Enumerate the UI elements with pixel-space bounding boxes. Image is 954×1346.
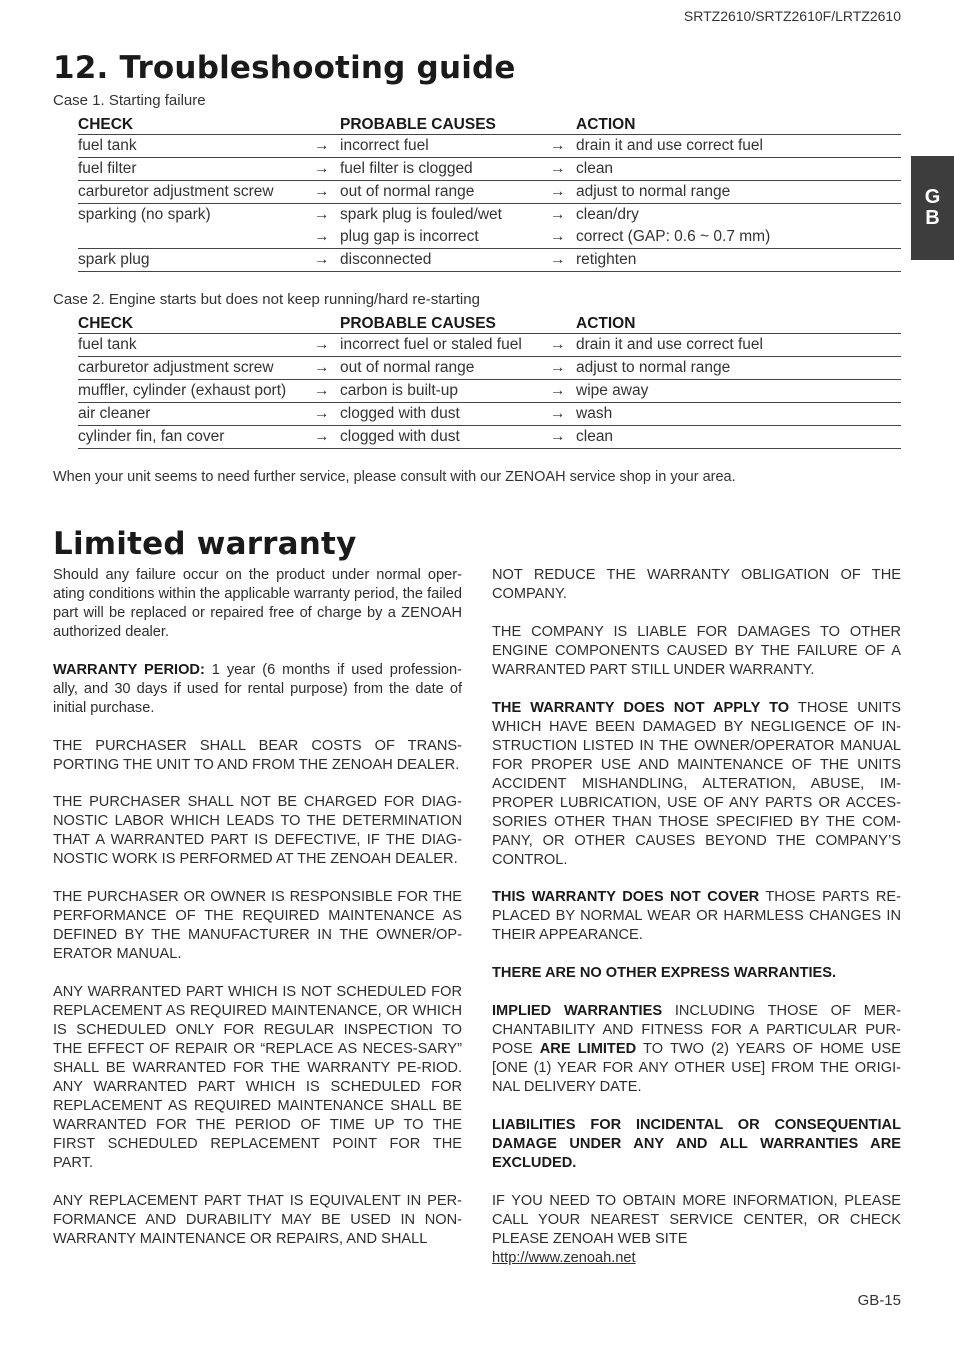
table-row <box>78 334 901 357</box>
check-cell: fuel tank <box>78 336 137 353</box>
check-cell <box>78 226 314 249</box>
warranty-paragraph <box>492 964 901 983</box>
header-action: ACTION <box>576 315 636 332</box>
action-cell: wash <box>576 405 613 422</box>
paragraph-text: IF YOU NEED TO OBTAIN MORE INFORMATION, PLEASE CALL YOUR NEAREST SERVICE CENTER, OR CHECK PLEASE ZENOAH WEB SITE <box>492 1192 901 1247</box>
arrow-icon: → <box>314 382 330 399</box>
table-row <box>78 249 901 272</box>
table-row-group <box>78 204 901 249</box>
warranty-paragraph <box>492 566 901 604</box>
arrow-icon: → <box>314 336 330 353</box>
action-cell: clean <box>576 160 614 177</box>
check-cell: carburetor adjustment screw <box>78 183 274 200</box>
check-cell: muffler, cylinder (exhaust port) <box>78 382 287 399</box>
paragraph-text: THE PURCHASER SHALL NOT BE CHARGED FOR DIAG-NOSTIC LABOR WHICH LEADS TO THE DETERMINATION THAT A WARRANTED PART IS DEFECTIVE, IF THE DIAG-NOSTIC WORK IS PERFORMED AT THE ZENOAH DEALER. <box>53 794 462 868</box>
warranty-paragraph <box>53 888 462 964</box>
header-spacer <box>550 114 576 135</box>
warranty-paragraph <box>492 1116 901 1173</box>
table-row <box>78 226 901 249</box>
table-row <box>78 158 901 181</box>
check-cell: cylinder fin, fan cover <box>78 428 225 445</box>
table-row-group <box>78 403 901 426</box>
action-cell: clean/dry <box>576 206 639 223</box>
model-code: SRTZ2610/SRTZ2610F/LRTZ2610 <box>683 8 901 24</box>
paragraph-text: THOSE PARTS RE-PLACED BY NORMAL WEAR OR HARMLESS CHANGES IN THEIR APPEARANCE. <box>492 889 901 944</box>
paragraph-text: ANY WARRANTED PART WHICH IS NOT SCHEDULED FOR REPLACEMENT AS REQUIRED MAINTENANCE, OR WHICH IS SCHEDULED ONLY FOR REGULAR INSPECTION TO THE EFFECT OF REPAIR OR “REPLACE AS NECES-SARY” SHALL BE WARRANTED FOR THE WARRANTY PE-RIOD. ANY WARRANTED PART WHICH IS SCHEDULED FOR REPLACEMENT AS REQUIRED MAINTENANCE SHALL BE WARRANTED FOR THE PERIOD OF TIME UP TO THE FIRST SCHEDULED REPLACEMENT POINT FOR THE PART. <box>53 983 462 1171</box>
table-row-group <box>78 135 901 158</box>
arrow-icon: → <box>550 428 566 445</box>
arrow-icon: → <box>550 137 566 154</box>
header-check: CHECK <box>78 315 134 332</box>
action-cell: adjust to normal range <box>576 359 731 376</box>
warranty-left-column <box>53 566 462 1268</box>
warranty-right-column <box>492 566 901 1286</box>
table-row-group <box>78 380 901 403</box>
bold-text: THE WARRANTY DOES NOT APPLY TO <box>492 699 790 716</box>
check-cell: fuel tank <box>78 137 137 154</box>
language-tab <box>911 156 954 260</box>
action-cell: clean <box>576 428 614 445</box>
table-row <box>78 403 901 426</box>
bold-text: LIABILITIES FOR INCIDENTAL OR CONSEQUENTIAL DAMAGE UNDER ANY AND ALL WARRANTIES ARE EXCLUDED. <box>492 1116 901 1171</box>
check-cell: carburetor adjustment screw <box>78 359 274 376</box>
header-action: ACTION <box>576 116 636 133</box>
arrow-icon: → <box>314 137 330 154</box>
action-cell: wipe away <box>576 382 649 399</box>
website-link[interactable]: http://www.zenoah.net <box>492 1249 636 1266</box>
warranty-paragraph <box>492 1002 901 1097</box>
warranty-paragraph <box>492 1192 901 1268</box>
table-row <box>78 357 901 380</box>
check-cell: air cleaner <box>78 405 151 422</box>
arrow-icon: → <box>550 251 566 268</box>
warranty-paragraph <box>492 623 901 680</box>
paragraph-text: INCLUDING THOSE OF MER-CHANTABILITY AND FITNESS FOR A PARTICULAR PUR-POSE <box>492 1002 901 1057</box>
bold-text: THERE ARE NO OTHER EXPRESS WARRANTIES. <box>492 965 837 982</box>
header-causes: PROBABLE CAUSES <box>340 116 496 133</box>
table-row-group <box>78 158 901 181</box>
paragraph-text: THOSE UNITS WHICH HAVE BEEN DAMAGED BY NEGLIGENCE OF IN-STRUCTION LISTED IN THE OWNER/OPERATOR MANUAL FOR PROPER USE AND MAINTENANCE OF THE UNITS ACCIDENT MISHANDLING, ALTERATION, ABUSE, IM-PROPER LUBRICATION, USE OF ANY PARTS OR ACCES-SORIES OTHER THAN THOSE SPECIFIED BY THE COM-PANY, OR OTHER CAUSES BEYOND THE COMPANY’S CONTROL. <box>492 699 901 868</box>
cause-cell: fuel filter is clogged <box>340 160 473 177</box>
language-tab-letter-2: B <box>925 207 940 229</box>
warranty-paragraph <box>53 983 462 1173</box>
paragraph-text: THE COMPANY IS LIABLE FOR DAMAGES TO OTHER ENGINE COMPONENTS CAUSED BY THE FAILURE OF A WARRANTED PART STILL UNDER WARRANTY. <box>492 623 901 678</box>
action-cell: correct (GAP: 0.6 ~ 0.7 mm) <box>576 228 771 245</box>
case2-table <box>78 313 901 449</box>
paragraph-text: 1 year (6 months if used profession-ally, and 30 days if used for rental purpose) from the date of initial purchase. <box>53 661 463 716</box>
table-row-group <box>78 426 901 449</box>
bold-text: ARE LIMITED <box>539 1040 637 1057</box>
language-tab-letter-1: G <box>924 186 941 208</box>
cause-cell: plug gap is incorrect <box>340 228 479 245</box>
arrow-icon: → <box>314 405 330 422</box>
table-header-row <box>78 114 901 135</box>
cause-cell: clogged with dust <box>340 405 460 422</box>
arrow-icon: → <box>314 359 330 376</box>
warranty-paragraph <box>53 566 462 642</box>
check-cell: spark plug <box>78 251 150 268</box>
table-row-group <box>78 181 901 204</box>
arrow-icon: → <box>550 160 566 177</box>
warranty-paragraph <box>492 888 901 945</box>
arrow-icon: → <box>550 405 566 422</box>
table-row <box>78 426 901 449</box>
cause-cell: clogged with dust <box>340 428 460 445</box>
arrow-icon: → <box>314 428 330 445</box>
cause-cell: incorrect fuel <box>340 137 429 154</box>
arrow-icon: → <box>314 160 330 177</box>
action-cell: drain it and use correct fuel <box>576 336 763 353</box>
table-header-row <box>78 313 901 334</box>
paragraph-text: TO TWO (2) YEARS OF HOME USE [ONE (1) YEAR FOR ANY OTHER USE] FROM THE ORIGI-NAL DELIVERY DATE. <box>492 1040 902 1095</box>
cause-cell: out of normal range <box>340 359 475 376</box>
arrow-icon: → <box>550 359 566 376</box>
table-row-group <box>78 334 901 357</box>
page-number: GB-15 <box>857 1292 901 1309</box>
warranty-paragraph <box>53 1192 462 1249</box>
troubleshooting-title: 12. Troubleshooting guide <box>53 50 516 86</box>
cause-cell: spark plug is fouled/wet <box>340 206 502 223</box>
service-note: When your unit seems to need further service, please consult with our ZENOAH service shop in your area. <box>53 469 736 485</box>
cause-cell: incorrect fuel or staled fuel <box>340 336 522 353</box>
case1-title: Case 1. Starting failure <box>53 92 206 109</box>
paragraph-text: ANY REPLACEMENT PART THAT IS EQUIVALENT IN PER-FORMANCE AND DURABILITY MAY BE USED IN NON-WARRANTY MAINTENANCE OR REPAIRS, AND SHALL <box>53 1192 462 1247</box>
header-causes: PROBABLE CAUSES <box>340 315 496 332</box>
check-cell: fuel filter <box>78 160 137 177</box>
header-spacer <box>314 114 340 135</box>
arrow-icon: → <box>314 206 330 223</box>
cause-cell: out of normal range <box>340 183 475 200</box>
table-row <box>78 204 901 227</box>
cause-cell: carbon is built-up <box>340 382 459 399</box>
case2-title: Case 2. Engine starts but does not keep running/hard re-starting <box>53 291 480 308</box>
header-check: CHECK <box>78 116 134 133</box>
warranty-paragraph <box>53 661 462 718</box>
warranty-title: Limited warranty <box>53 526 357 562</box>
header-spacer <box>550 313 576 334</box>
action-cell: adjust to normal range <box>576 183 731 200</box>
paragraph-text: THE PURCHASER SHALL BEAR COSTS OF TRANS-PORTING THE UNIT TO AND FROM THE ZENOAH DEALER. <box>53 737 462 773</box>
bold-text: THIS WARRANTY DOES NOT COVER <box>492 889 760 906</box>
arrow-icon: → <box>550 382 566 399</box>
action-cell: drain it and use correct fuel <box>576 137 763 154</box>
arrow-icon: → <box>314 183 330 200</box>
arrow-icon: → <box>550 183 566 200</box>
bold-text: WARRANTY PERIOD: <box>53 661 205 678</box>
arrow-icon: → <box>550 228 566 245</box>
warranty-paragraph <box>53 737 462 775</box>
table-row-group <box>78 249 901 272</box>
paragraph-text: Should any failure occur on the product under normal oper-ating conditions within the applicable warranty period, the failed part will be replaced or repaired free of charge by a ZENOAH authorized dealer. <box>53 567 462 640</box>
check-cell: sparking (no spark) <box>78 206 211 223</box>
bold-text: IMPLIED WARRANTIES <box>492 1002 663 1019</box>
warranty-paragraph <box>492 699 901 870</box>
action-cell: retighten <box>576 251 637 268</box>
paragraph-text: THE PURCHASER OR OWNER IS RESPONSIBLE FOR THE PERFORMANCE OF THE REQUIRED MAINTENANCE AS DEFINED BY THE MANUFACTURER IN THE OWNER/OP-ERATOR MANUAL. <box>53 889 462 963</box>
case1-table <box>78 114 901 272</box>
arrow-icon: → <box>314 251 330 268</box>
table-row <box>78 135 901 158</box>
arrow-icon: → <box>314 228 330 245</box>
cause-cell: disconnected <box>340 251 432 268</box>
table-row <box>78 380 901 403</box>
header-spacer <box>314 313 340 334</box>
table-row-group <box>78 357 901 380</box>
arrow-icon: → <box>550 206 566 223</box>
paragraph-text: NOT REDUCE THE WARRANTY OBLIGATION OF THE COMPANY. <box>492 567 901 602</box>
warranty-paragraph <box>53 793 462 869</box>
table-row <box>78 181 901 204</box>
arrow-icon: → <box>550 336 566 353</box>
